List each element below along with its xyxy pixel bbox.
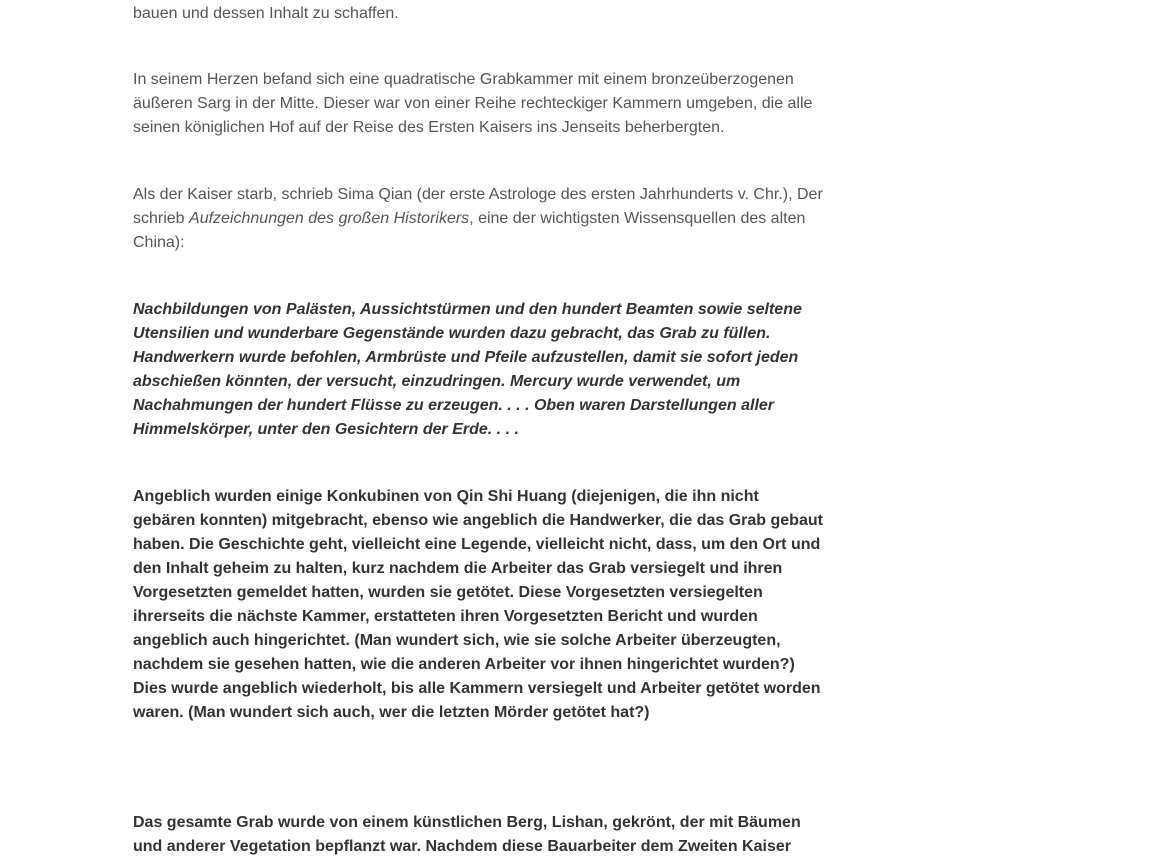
text-line: waren. (Man wundert sich auch, wer die letzten Mörder getötet hat?) [133,704,650,721]
paragraph-konkubinen [133,485,823,725]
paragraph-intro-tail [133,2,399,26]
paragraph-kaiser-death [133,183,823,255]
paragraph-kuenstlicher-berg [133,811,801,856]
text-line: nachdem sie gesehen hatten, wie die anderen Arbeiter vor ihnen hingerichtet wurden?) [133,656,795,673]
paragraph-grabkammer [133,68,812,140]
text-line: In seinem Herzen befand sich eine quadratische Grabkammer mit einem bronzeüberzogenen [133,71,794,88]
text-line: angeblich auch hingerichtet. (Man wundert sich, wie sie solche Arbeiter überzeugten, [133,632,781,649]
text-fragment: , eine der wichtigsten Wissensquellen des alten [469,210,806,227]
book-title: Aufzeichnungen des großen Historikers [189,210,470,227]
text-line: China): [133,234,185,251]
text-line: äußeren Sarg in der Mitte. Dieser war von einer Reihe rechteckiger Kammern umgeben, die alle [133,95,813,112]
text-line: und anderer Vegetation bepflanzt war. Nachdem diese Bauarbeiter dem Zweiten Kaiser [133,838,791,855]
text-line: gebären konnten) mitgebracht, ebenso wie angeblich die Handwerker, die das Grab gebaut [133,512,823,529]
text-line: Vorgesetzten gemeldet hatten, wurden sie getötet. Diese Vorgesetzten versiegelten [133,584,763,601]
text-line: seinen königlichen Hof auf der Reise des Ersten Kaisers ins Jenseits beherbergten. [133,119,725,136]
quote-line: Handwerkern wurde befohlen, Armbrüste und Pfeile aufzustellen, damit sie sofort jeden [133,349,799,366]
text-line: Das gesamte Grab wurde von einem künstlichen Berg, Lishan, gekrönt, der mit Bäumen [133,814,801,831]
text-fragment: schrieb [133,210,190,227]
quote-line: Utensilien und wunderbare Gegenstände wurden dazu gebracht, das Grab zu füllen. [133,325,771,342]
text-line: Angeblich wurden einige Konkubinen von Qin Shi Huang (diejenigen, die ihn nicht [133,488,759,505]
text-line: den Inhalt geheim zu halten, kurz nachdem die Arbeiter das Grab versiegelt und ihren [133,560,783,577]
text-line [133,207,823,231]
text-line: haben. Die Geschichte geht, vielleicht eine Legende, vielleicht nicht, dass, um den Ort und [133,536,821,553]
text-line: ihrerseits die nächste Kammer, erstatteten ihren Vorgesetzten Bericht und wurden [133,608,758,625]
block-quote [133,298,802,442]
quote-line: Nachbildungen von Palästen, Aussichtstürmen und den hundert Beamten sowie seltene [133,301,802,318]
text-line: Als der Kaiser starb, schrieb Sima Qian (der erste Astrologe des ersten Jahrhunderts v. Chr.), Der [133,186,823,203]
quote-line: abschießen könnten, der versucht, einzudringen. Mercury wurde verwendet, um [133,373,741,390]
text-line: Dies wurde angeblich wiederholt, bis alle Kammern versiegelt und Arbeiter getötet worden [133,680,821,697]
text-line: bauen und dessen Inhalt zu schaffen. [133,5,399,22]
quote-line: Nachahmungen der hundert Flüsse zu erzeugen. . . . Oben waren Darstellungen aller [133,397,775,414]
quote-line: Himmelskörper, unter den Gesichtern der Erde. . . . [133,421,519,438]
